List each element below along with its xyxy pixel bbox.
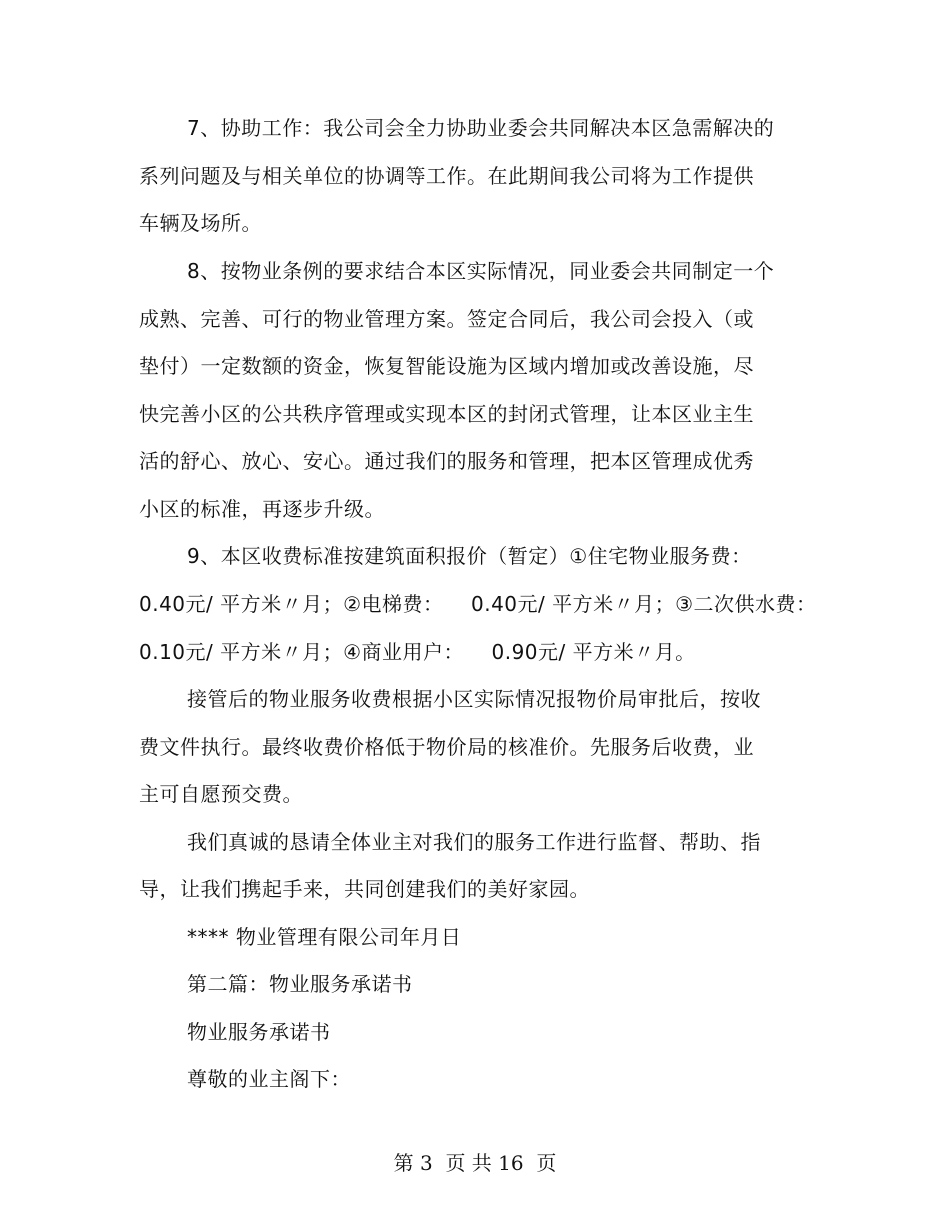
paragraph-line: 导，让我们携起手来，共同创建我们的美好家园。	[139, 877, 590, 901]
paragraph-line: 小区的标准，再逐步升级。	[139, 497, 385, 521]
paragraph-line: 7、协助工作：我公司会全力协助业委会共同解决本区急需解决的	[187, 116, 775, 140]
paragraph-line: 成熟、完善、可行的物业管理方案。签定合同后，我公司会投入（或	[139, 307, 754, 331]
paragraph-line: 我们真诚的恳请全体业主对我们的服务工作进行监督、帮助、指	[187, 830, 761, 854]
paragraph-line: 主可自愿预交费。	[139, 782, 303, 806]
paragraph-line: 车辆及场所。	[139, 211, 262, 235]
document-title: 物业服务承诺书	[187, 1020, 331, 1044]
paragraph-line: 快完善小区的公共秩序管理或实现本区的封闭式管理，让本区业主生	[139, 402, 754, 426]
page-number: 第 3 页 共 16 页	[393, 1151, 557, 1175]
salutation: 尊敬的业主阁下：	[187, 1067, 351, 1091]
paragraph-line: 垫付）一定数额的资金，恢复智能设施为区域内增加或改善设施，尽	[139, 354, 754, 378]
paragraph-line: 0.10元/ 平方米〃月；④商业用户： 0.90元/ 平方米〃月。	[139, 640, 696, 664]
paragraph-line: 接管后的物业服务收费根据小区实际情况报物价局审批后，按收	[187, 687, 761, 711]
paragraph-line: 0.40元/ 平方米〃月；②电梯费： 0.40元/ 平方米〃月；③二次供水费：	[139, 592, 817, 616]
paragraph-line: 活的舒心、放心、安心。通过我们的服务和管理，把本区管理成优秀	[139, 449, 754, 473]
paragraph-line: 9、本区收费标准按建筑面积报价（暂定）①住宅物业服务费：	[187, 544, 752, 568]
paragraph-line: 系列问题及与相关单位的协调等工作。在此期间我公司将为工作提供	[139, 164, 754, 188]
section-heading: 第二篇：物业服务承诺书	[187, 972, 413, 996]
paragraph-line: 费文件执行。最终收费价格低于物价局的核准价。先服务后收费，业	[139, 735, 754, 759]
paragraph-line: 8、按物业条例的要求结合本区实际情况，同业委会共同制定一个	[187, 259, 775, 283]
company-signature-line: **** 物业管理有限公司年月日	[187, 925, 462, 949]
